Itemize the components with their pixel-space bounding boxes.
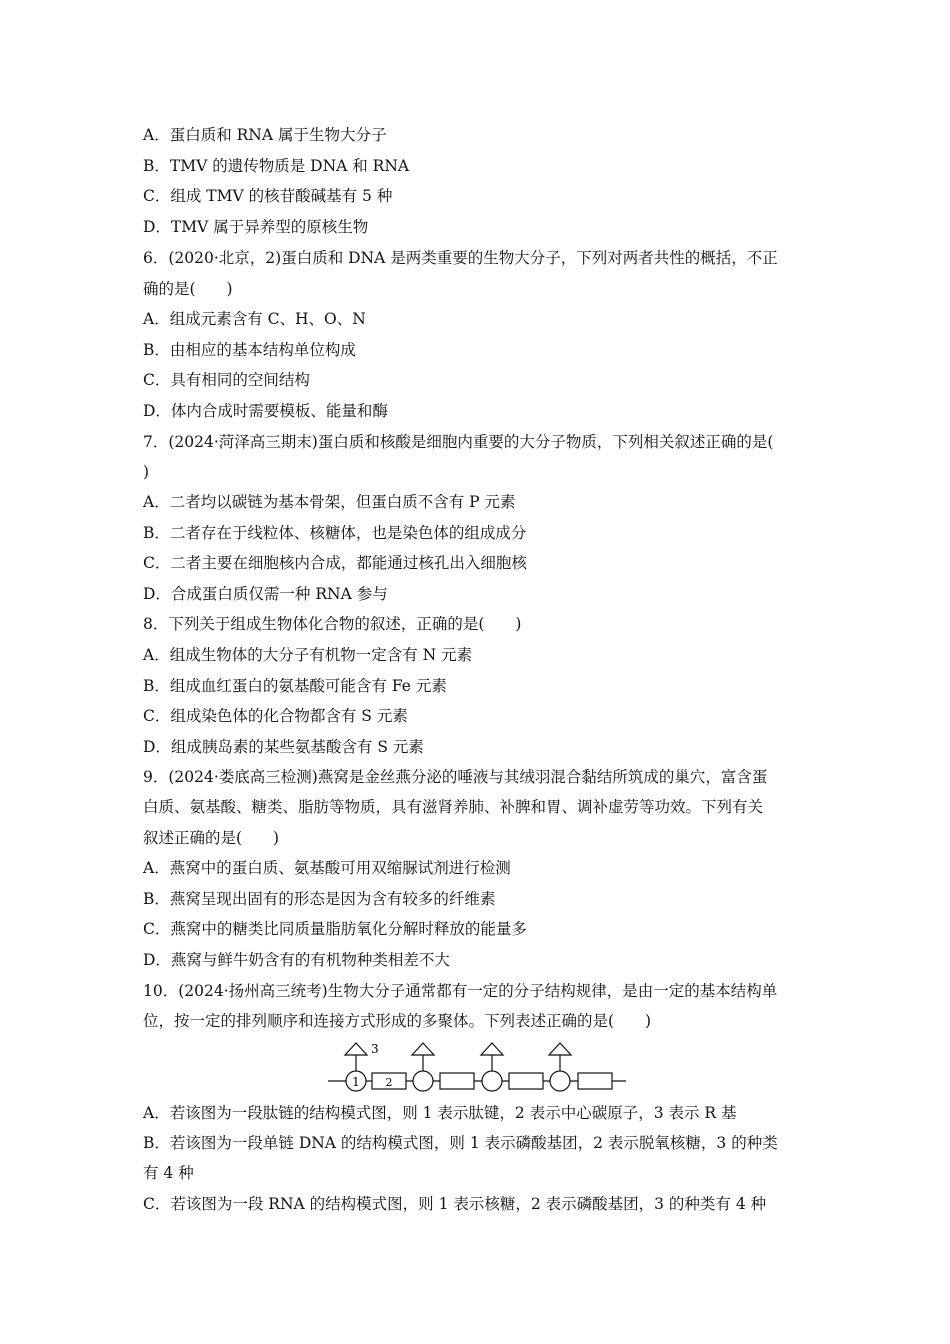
question-10-stem-cont: 位，按一定的排列顺序和连接方式形成的多聚体。下列表述正确的是( ) bbox=[143, 1012, 652, 1030]
question-6-stem: 6．(2020·北京，2)蛋白质和 DNA 是两类重要的生物大分子，下列对两者共性的概括，不正 bbox=[143, 249, 778, 267]
unit-circle-4 bbox=[550, 1071, 570, 1091]
option-10b-cont: 有 4 种 bbox=[143, 1164, 194, 1182]
side-group-triangle-1 bbox=[345, 1043, 367, 1055]
option-8d: D．组成胰岛素的某些氨基酸含有 S 元素 bbox=[143, 738, 424, 756]
option-10a: A．若该图为一段肽链的结构模式图，则 1 表示肽键，2 表示中心碳原子，3 表示 R 基 bbox=[143, 1104, 737, 1122]
unit-rect-3 bbox=[509, 1073, 543, 1089]
unit-rect-4 bbox=[578, 1073, 612, 1089]
option-9b: B．燕窝呈现出固有的形态是因为含有较多的纤维素 bbox=[143, 890, 496, 908]
option-7b: B．二者存在于线粒体、核糖体，也是染色体的组成成分 bbox=[143, 524, 527, 542]
unit-rect-2 bbox=[440, 1073, 474, 1089]
question-7-stem-cont: ) bbox=[143, 463, 150, 481]
label-1: 1 bbox=[352, 1075, 360, 1089]
unit-circle-3 bbox=[482, 1071, 502, 1091]
unit-circle-2 bbox=[413, 1071, 433, 1091]
option-7d: D．合成蛋白质仅需一种 RNA 参与 bbox=[143, 585, 388, 603]
option-8c: C．组成染色体的化合物都含有 S 元素 bbox=[143, 707, 408, 725]
question-9-stem-cont: 白质、氨基酸、糖类、脂肪等物质，具有滋肾养肺、补脾和胃、调补虚劳等功效。下列有关 bbox=[143, 798, 764, 816]
question-9-stem: 9．(2024·娄底高三检测)燕窝是金丝燕分泌的唾液与其绒羽混合黏结所筑成的巢穴，富含蛋 bbox=[143, 768, 768, 786]
option-8b: B．组成血红蛋白的氨基酸可能含有 Fe 元素 bbox=[143, 677, 447, 695]
option-8a: A．组成生物体的大分子有机物一定含有 N 元素 bbox=[143, 646, 473, 664]
option-5c: C．组成 TMV 的核苷酸碱基有 5 种 bbox=[143, 187, 393, 205]
option-5b: B．TMV 的遗传物质是 DNA 和 RNA bbox=[143, 157, 410, 175]
question-10-stem: 10．(2024·扬州高三统考)生物大分子通常都有一定的分子结构规律，是由一定的基本结构单 bbox=[143, 982, 778, 1000]
question-8-stem: 8．下列关于组成生物体化合物的叙述，正确的是( ) bbox=[143, 615, 522, 633]
option-10c: C．若该图为一段 RNA 的结构模式图，则 1 表示核糖，2 表示磷酸基团，3 的种类有 4 种 bbox=[143, 1195, 767, 1213]
question-9-stem-end: 叙述正确的是( ) bbox=[143, 829, 280, 847]
option-6b: B．由相应的基本结构单位构成 bbox=[143, 341, 356, 359]
side-group-triangle-2 bbox=[412, 1043, 434, 1055]
option-9d: D．燕窝与鲜牛奶含有的有机物种类相差不大 bbox=[143, 951, 450, 969]
side-group-triangle-3 bbox=[481, 1043, 503, 1055]
option-10b: B．若该图为一段单链 DNA 的结构模式图，则 1 表示磷酸基团，2 表示脱氧核糖，3 的种类 bbox=[143, 1134, 778, 1152]
polymer-structure-diagram bbox=[320, 1040, 640, 1096]
label-2: 2 bbox=[385, 1076, 393, 1089]
side-group-triangle-4 bbox=[549, 1043, 571, 1055]
option-9a: A．燕窝中的蛋白质、氨基酸可用双缩脲试剂进行检测 bbox=[143, 859, 511, 877]
option-6c: C．具有相同的空间结构 bbox=[143, 371, 310, 389]
option-7c: C．二者主要在细胞核内合成，都能通过核孔出入细胞核 bbox=[143, 554, 527, 572]
question-6-stem-cont: 确的是( ) bbox=[143, 280, 233, 298]
option-5d: D．TMV 属于异养型的原核生物 bbox=[143, 218, 369, 236]
option-6a: A．组成元素含有 C、H、O、N bbox=[143, 310, 366, 328]
option-5a: A．蛋白质和 RNA 属于生物大分子 bbox=[143, 126, 387, 144]
option-9c: C．燕窝中的糖类比同质量脂肪氧化分解时释放的能量多 bbox=[143, 920, 527, 938]
option-6d: D．体内合成时需要模板、能量和酶 bbox=[143, 402, 388, 420]
question-7-stem: 7．(2024·菏泽高三期末)蛋白质和核酸是细胞内重要的大分子物质，下列相关叙述正确的是( bbox=[143, 433, 774, 451]
label-3: 3 bbox=[371, 1042, 379, 1056]
option-7a: A．二者均以碳链为基本骨架，但蛋白质不含有 P 元素 bbox=[143, 493, 516, 511]
